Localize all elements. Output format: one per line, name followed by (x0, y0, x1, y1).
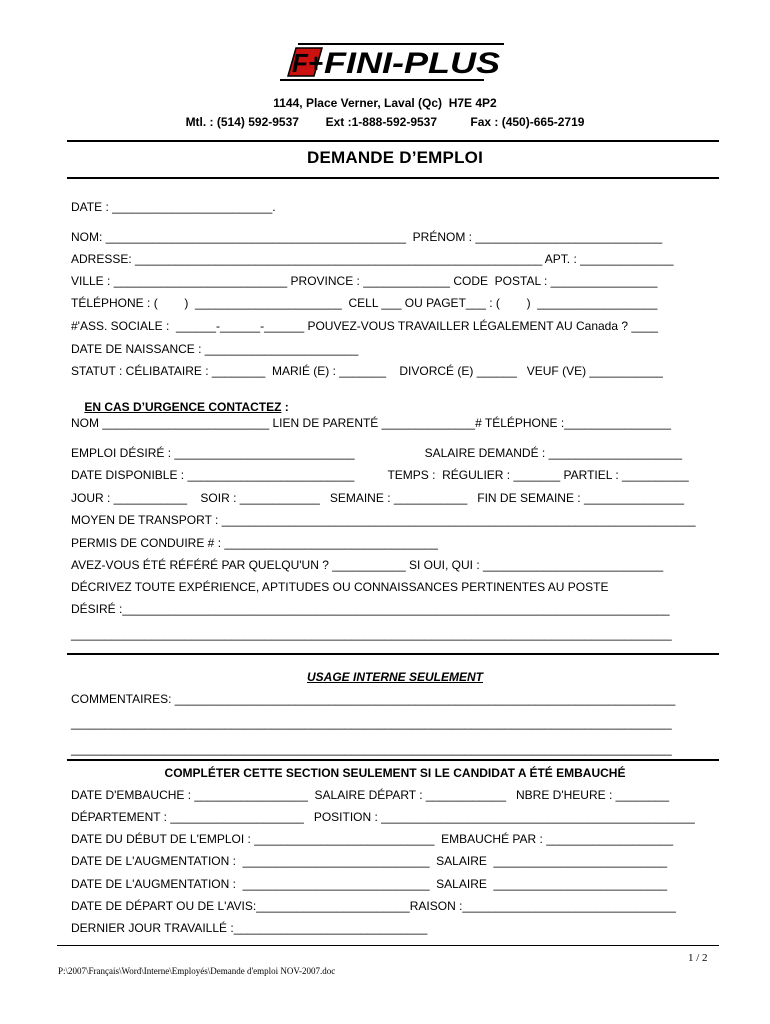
internal-use-heading: USAGE INTERNE SEULEMENT (306, 670, 483, 684)
form-title: DEMANDE D’EMPLOI (306, 148, 484, 167)
start-date-field[interactable]: DATE DU DÉBUT DE L'EMPLOI : ___________________________ EMBAUCHÉ PAR : ___________________ (71, 832, 674, 846)
company-contacts: Mtl. : (514) 592-9537 Ext :1-888-592-9537 Fax : (450)-665-2719 (185, 115, 585, 129)
title-divider (67, 177, 719, 179)
phone-field[interactable]: TÉLÉPHONE : ( ) ______________________ CELL ___ OU PAGET___ : ( ) __________________ (71, 296, 658, 310)
company-address: 1144, Place Verner, Laval (Qc) H7E 4P2 (273, 96, 497, 110)
date-field[interactable]: DATE : ________________________. (71, 200, 276, 214)
name-field[interactable]: NOM: _____________________________________________ PRÉNOM : ____________________________ (71, 230, 663, 244)
header-divider (67, 140, 719, 142)
logo-graphic (278, 40, 508, 84)
file-path: P:\2007\Français\Word\Interne\Employés\Demande d'emploi NOV-2007.doc (58, 966, 336, 976)
internal-divider (67, 653, 719, 655)
comments-line-2[interactable]: __________________________________________________________________________________________ (71, 716, 672, 730)
comments-field[interactable]: COMMENTAIRES: ___________________________________________________________________________ (71, 692, 676, 706)
referral-field[interactable]: AVEZ-VOUS ÉTÉ RÉFÉRÉ PAR QUELQU'UN ? ___________ SI OUI, QUI : ___________________________ (71, 558, 664, 572)
city-field[interactable]: VILLE : __________________________ PROVINCE : _____________ CODE POSTAL : ________________ (71, 274, 658, 288)
experience-field-extra[interactable]: __________________________________________________________________________________________ (71, 627, 672, 641)
fini-plus-logo (278, 40, 508, 84)
comments-line-3[interactable]: __________________________________________________________________________________________ (71, 742, 672, 756)
birthdate-field[interactable]: DATE DE NAISSANCE : _______________________ (71, 342, 359, 356)
departure-field[interactable]: DATE DE DÉPART OU DE L'AVIS:_______________________RAISON :________________________________ (71, 899, 676, 913)
experience-label: DÉCRIVEZ TOUTE EXPÉRIENCE, APTITUDES OU CONNAISSANCES PERTINENTES AU POSTE (71, 580, 609, 594)
department-field[interactable]: DÉPARTEMENT : ____________________ POSITION : _______________________________________________ (71, 810, 695, 824)
raise-date-field-1[interactable]: DATE DE L'AUGMENTATION : ____________________________ SALAIRE __________________________ (71, 854, 668, 868)
footer-divider (57, 945, 719, 946)
sin-field[interactable]: #'ASS. SOCIALE : ______-______-______ POUVEZ-VOUS TRAVAILLER LÉGALEMENT AU Canada ? ____ (71, 319, 659, 333)
availability-field[interactable]: DATE DISPONIBLE : _________________________ TEMPS : RÉGULIER : _______ PARTIEL : __________ (71, 468, 689, 482)
transport-field[interactable]: MOYEN DE TRANSPORT : _______________________________________________________________________ (71, 513, 696, 527)
experience-field[interactable]: DÉSIRÉ :__________________________________________________________________________________ (71, 602, 670, 616)
logo-mark: F+ (292, 48, 324, 78)
page-number: 1 / 2 (688, 952, 708, 964)
desired-job-field[interactable]: EMPLOI DÉSIRÉ : ___________________________ SALAIRE DEMANDÉ : ____________________ (71, 446, 683, 460)
license-field[interactable]: PERMIS DE CONDUIRE # : ________________________________ (71, 536, 438, 550)
hired-divider (67, 759, 719, 761)
hired-section-heading: COMPLÉTER CETTE SECTION SEULEMENT SI LE CANDIDAT A ÉTÉ EMBAUCHÉ (164, 766, 626, 780)
logo-wordmark: FINI-PLUS (324, 47, 500, 80)
emergency-heading-colon: : (281, 400, 289, 414)
last-day-field[interactable]: DERNIER JOUR TRAVAILLÉ :_____________________________ (71, 921, 428, 935)
hire-date-field[interactable]: DATE D'EMBAUCHE : _________________ SALAIRE DÉPART : ____________ NBRE D'HEURE : ________ (71, 788, 670, 802)
emergency-heading-text: EN CAS D’URGENCE CONTACTEZ (84, 400, 282, 414)
marital-status-field[interactable]: STATUT : CÉLIBATAIRE : ________ MARIÉ (E) : _______ DIVORCÉ (E) ______ VEUF (VE) ___________ (71, 364, 663, 378)
emergency-contact-field[interactable]: NOM _________________________ LIEN DE PARENTÉ ______________# TÉLÉPHONE :________________ (71, 416, 672, 430)
schedule-field[interactable]: JOUR : ___________ SOIR : ____________ SEMAINE : ___________ FIN DE SEMAINE : _______________ (71, 491, 685, 505)
raise-date-field-2[interactable]: DATE DE L'AUGMENTATION : ____________________________ SALAIRE __________________________ (71, 877, 668, 891)
address-field[interactable]: ADRESSE: _____________________________________________________________ APT. : ______________ (71, 252, 674, 266)
